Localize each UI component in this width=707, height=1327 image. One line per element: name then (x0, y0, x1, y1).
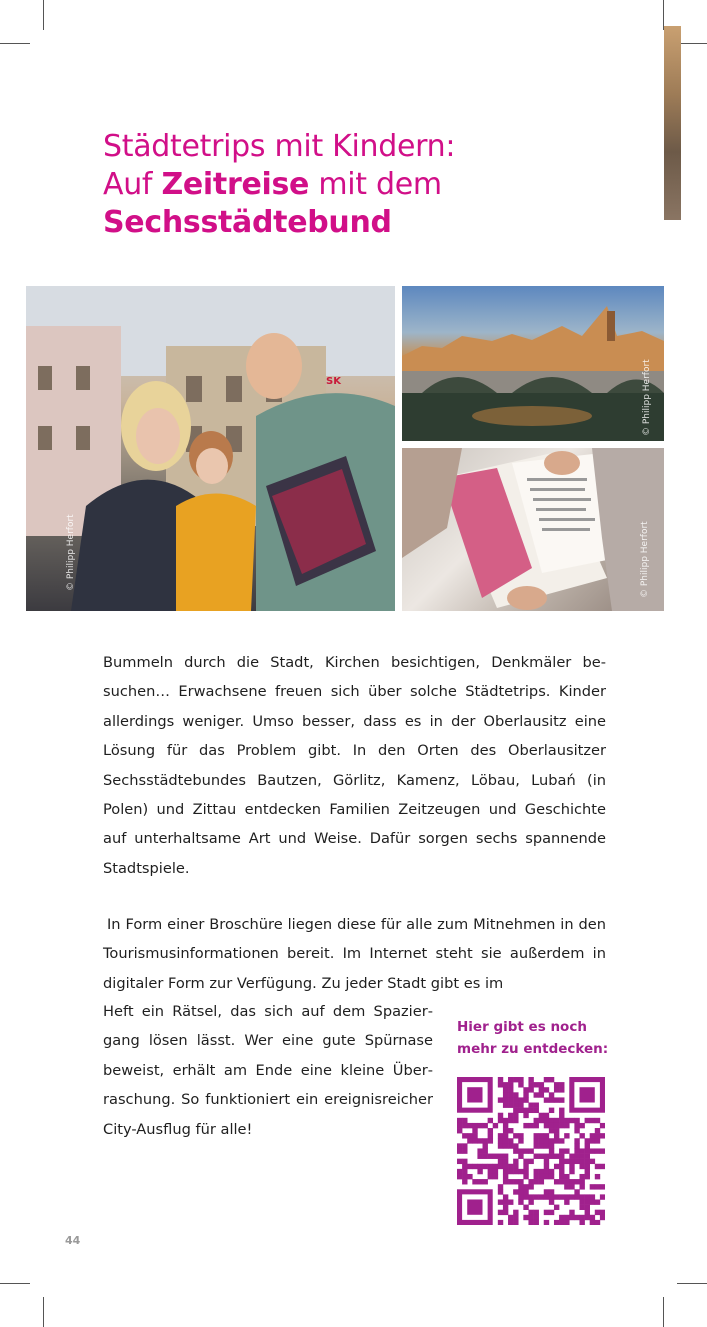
qr-callout-line-1: Hier gibt es noch (457, 1019, 587, 1035)
svg-text:SK: SK (326, 376, 341, 387)
bautzen-bridge-photo (402, 286, 664, 441)
crop-mark (0, 43, 30, 44)
crop-mark (43, 0, 44, 30)
photo-credit-family: © Philipp Herfort (66, 514, 76, 591)
photo-credit-bridge: © Philipp Herfort (642, 359, 652, 436)
page-title (103, 128, 623, 242)
body-paragraph-2: In Form einer Broschüre liegen diese für alle zum Mitnehmen in den Tourismusinformationen bereit. Im Internet steht sie außerdem in digitaler Form zur Verfügung. Zu jeder Stadt gibt es im (103, 916, 606, 992)
family-photo (26, 286, 395, 611)
qr-code-icon[interactable] (457, 1077, 605, 1225)
crop-mark (677, 1283, 707, 1284)
family-illustration (26, 286, 395, 611)
title-line-3 (103, 204, 623, 242)
crop-mark (43, 1297, 44, 1327)
title-highlight-zeitreise: Zeitreise (161, 167, 310, 202)
brochure-illustration (402, 448, 664, 611)
photo-credit-brochure: © Philipp Herfort (640, 521, 650, 598)
title-line-2: Auf Zeitreise mit dem (103, 167, 442, 202)
title-highlight-sechsstaedtebund: Sechsstädtebund (103, 205, 392, 240)
body-paragraph-2-continued: Heft ein Rätsel, das sich auf dem Spaziergang lösen lässt. Wer eine gute Spürnase beweist, erhält am Ende eine kleine Überraschung. So funktioniert ein ereignisreicher City-Ausflug für alle! (103, 1003, 433, 1138)
qr-callout (457, 1016, 617, 1060)
title-line-1: Städtetrips mit Kindern: (103, 129, 456, 164)
bridge-illustration (402, 286, 664, 441)
crop-mark (0, 1283, 30, 1284)
page-number: 44 (65, 1234, 81, 1247)
crop-mark (677, 43, 707, 44)
body-paragraph-1: Bummeln durch die Stadt, Kirchen besichtigen, Denkmäler besuchen… Erwachsene freuen sich über solche Städtetrips. Kinder allerdings weniger. Umso besser, dass es in der Oberlausitz eine Lösung für das Problem gibt. In den Orten des Oberlausitzer Sechsstädtebundes Bautzen, Görlitz, Kamenz, Löbau, Lubań (in Polen) und Zittau entdecken Familien Zeitzeugen und Geschichte auf unterhaltsame Art und Weise. Dafür sorgen sechs spannende Stadtspiele. (103, 654, 606, 877)
bleed-image-strip (664, 26, 681, 220)
brochure-photo (402, 448, 664, 611)
qr-callout-line-2: mehr zu entdecken: (457, 1041, 609, 1057)
crop-mark (663, 1297, 664, 1327)
